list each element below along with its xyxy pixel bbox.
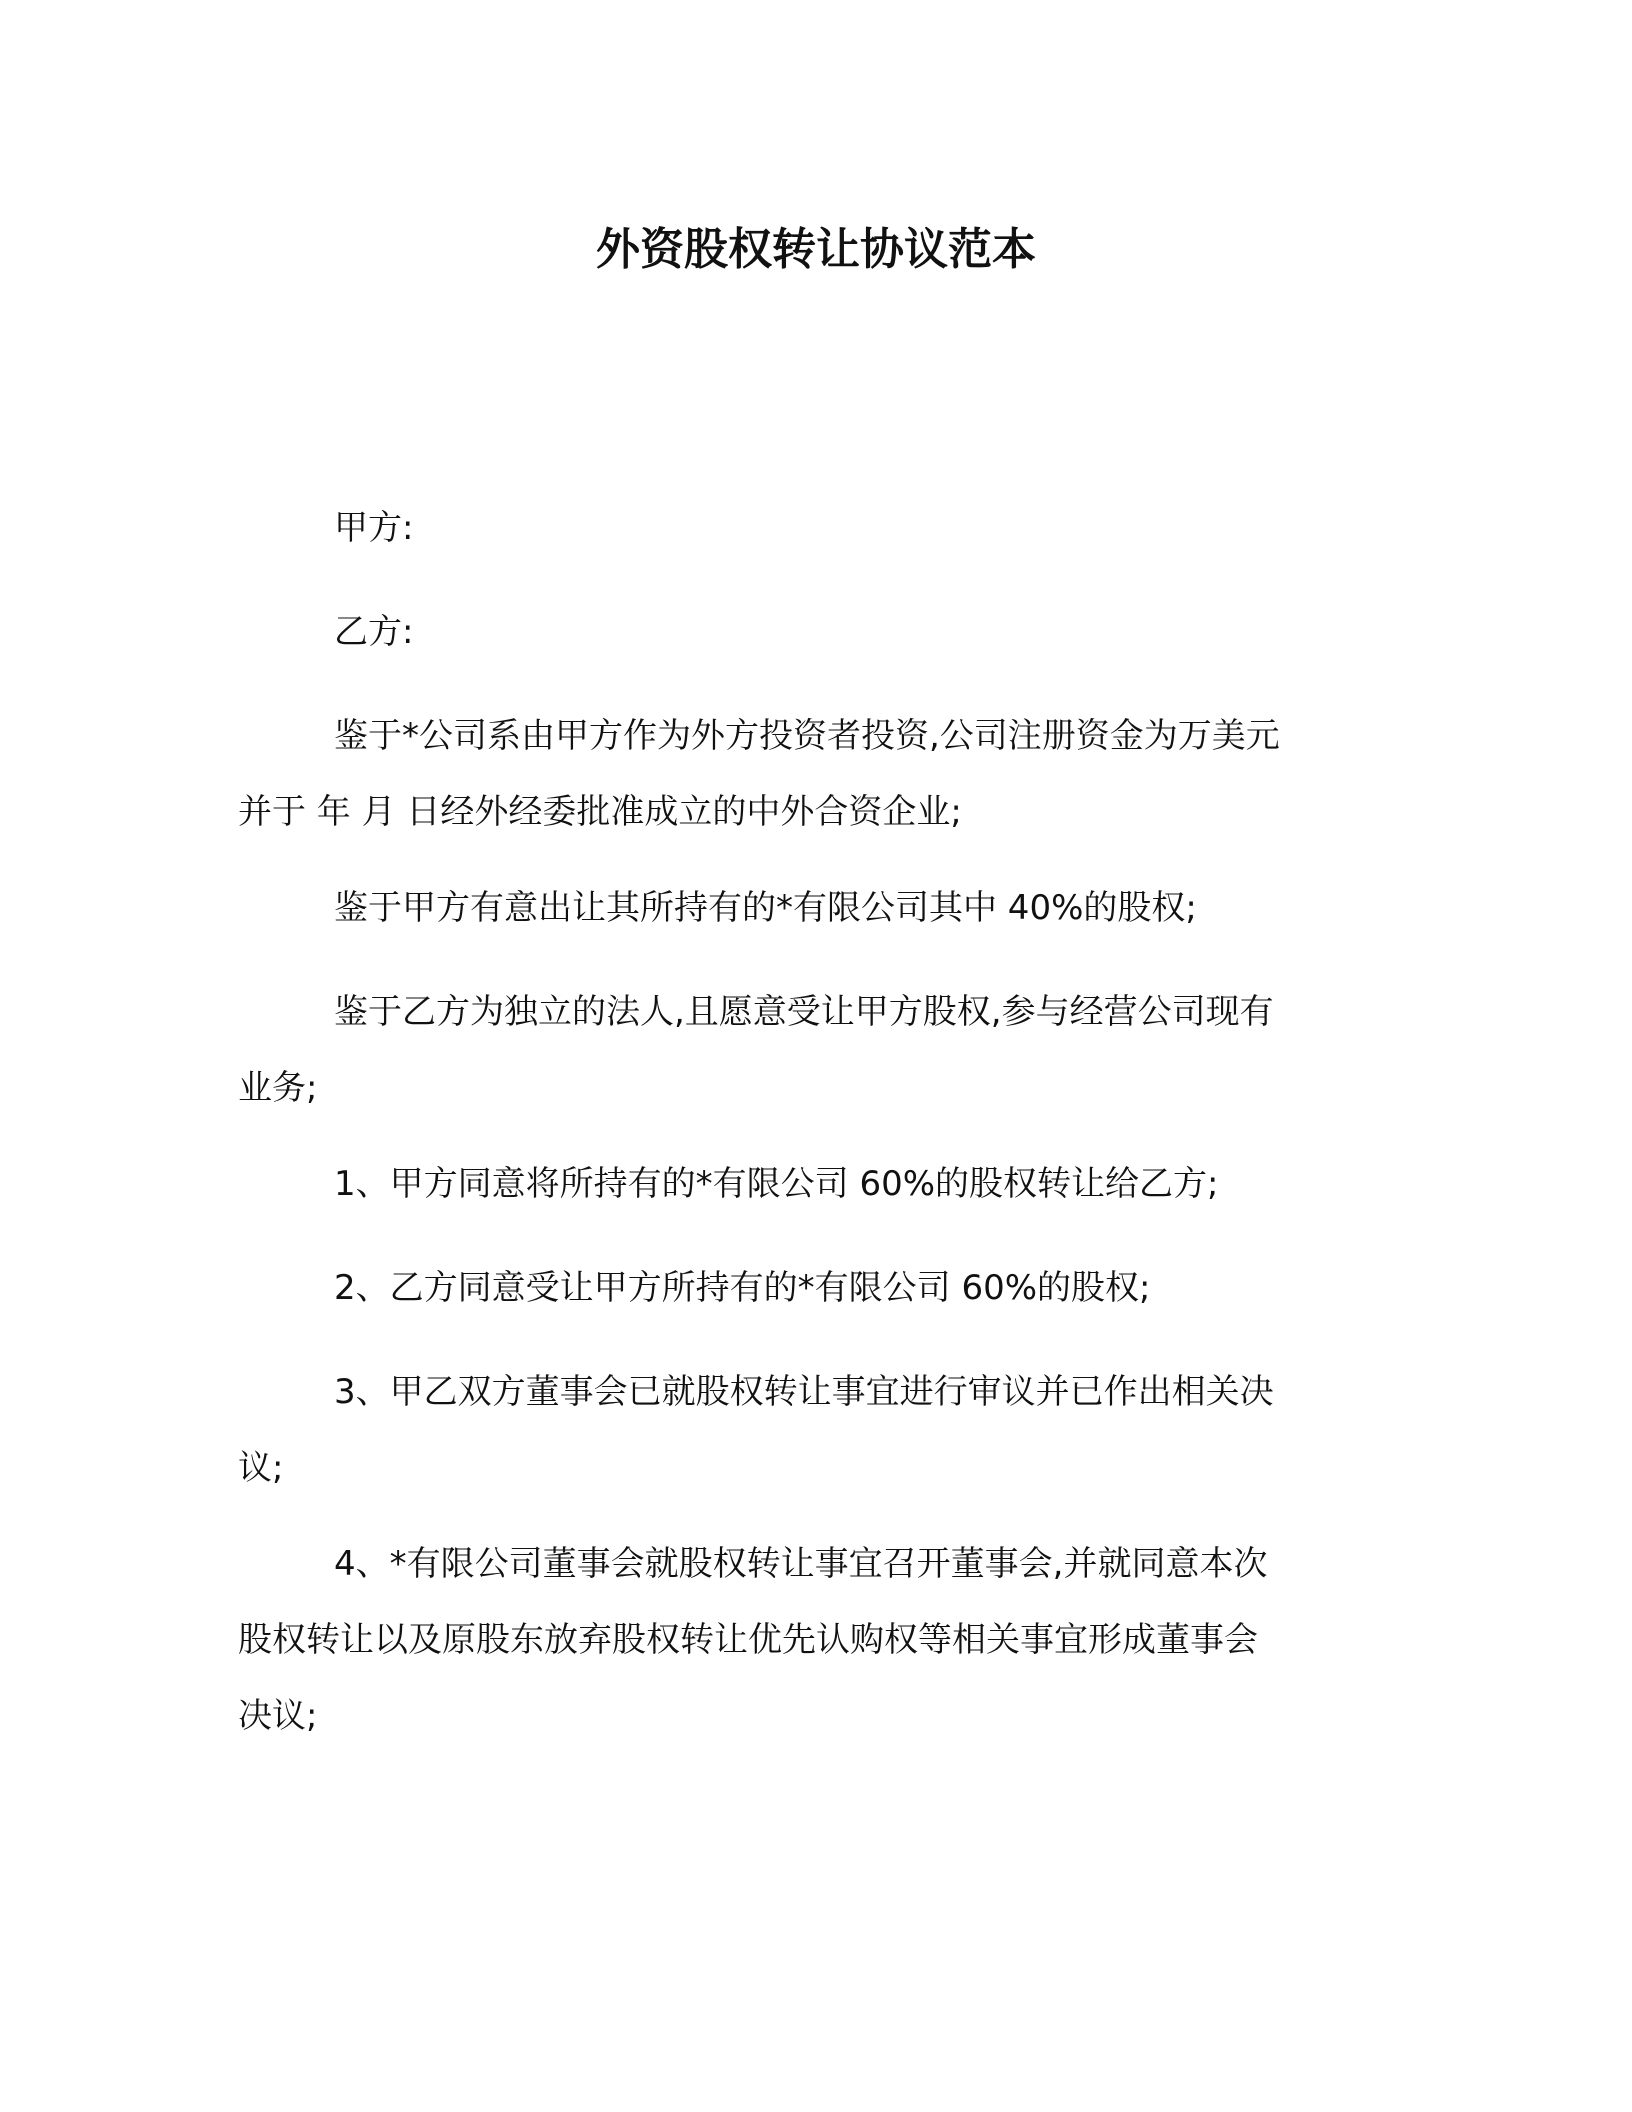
clause-4-line-3: 决议;: [238, 1696, 318, 1736]
clause-4-line-1: 4、*有限公司董事会就股权转让事宜召开董事会,并就同意本次: [334, 1544, 1268, 1584]
recital-2-line-1: 鉴于甲方有意出让其所持有的*有限公司其中 40%的股权;: [334, 888, 1197, 928]
recital-3-line-2: 业务;: [238, 1068, 318, 1108]
clause-2-line-1: 2、乙方同意受让甲方所持有的*有限公司 60%的股权;: [334, 1268, 1151, 1308]
clause-1: [238, 1146, 1374, 1222]
clause-2: [238, 1250, 1374, 1326]
recital-1-line-1: 鉴于*公司系由甲方作为外方投资者投资,公司注册资金为万美元: [334, 716, 1280, 756]
recital-1-line-2: 并于 年 月 日经外经委批准成立的中外合资企业;: [238, 792, 962, 832]
clause-3: [238, 1354, 1374, 1506]
party-b-label: 乙方:: [334, 612, 414, 652]
clause-3-line-2: 议;: [238, 1448, 284, 1488]
recital-2: [238, 870, 1374, 946]
recital-3-line-1: 鉴于乙方为独立的法人,且愿意受让甲方股权,参与经营公司现有: [334, 992, 1274, 1032]
clause-3-line-1: 3、甲乙双方董事会已就股权转让事宜进行审议并已作出相关决: [334, 1372, 1274, 1412]
party-a-label: 甲方:: [334, 508, 414, 548]
recital-3: [238, 974, 1374, 1126]
clause-4-line-2: 股权转让以及原股东放弃股权转让优先认购权等相关事宜形成董事会: [238, 1620, 1258, 1660]
party-b-line: [238, 594, 1374, 670]
recital-1: [238, 698, 1374, 850]
document-title: 外资股权转让协议范本: [596, 224, 1036, 275]
party-a-line: [238, 490, 1374, 566]
clause-1-line-1: 1、甲方同意将所持有的*有限公司 60%的股权转让给乙方;: [334, 1164, 1219, 1204]
clause-4: [238, 1526, 1374, 1754]
